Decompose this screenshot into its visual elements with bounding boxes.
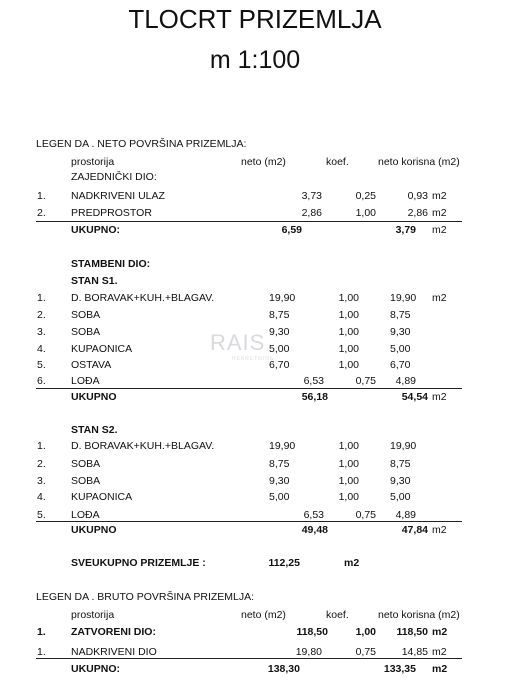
row-neto: 118,50	[296, 626, 328, 638]
row-korisna: 118,50	[396, 626, 428, 638]
row-neto: 9,30	[269, 326, 290, 338]
row-unit: m2	[432, 190, 447, 202]
row-unit: m2	[432, 626, 448, 638]
row-koef: 1,00	[338, 359, 359, 371]
row-unit: m2	[432, 207, 447, 219]
bruto-header-prostorija: prostorija	[71, 609, 115, 621]
row-koef: 1,00	[355, 207, 376, 219]
row-koef: 0,75	[355, 509, 376, 521]
row-name: KUPAONICA	[71, 343, 133, 355]
row-num: 3.	[37, 326, 46, 338]
total-neto: 56,18	[301, 391, 328, 403]
row-unit: m2	[432, 292, 447, 304]
bruto-header-koef: koef.	[326, 609, 349, 621]
row-num: 4.	[37, 343, 46, 355]
row-name: NADKRIVENI ULAZ	[71, 190, 165, 202]
total-neto: 49,48	[301, 524, 328, 536]
divider	[36, 221, 462, 222]
row-num: 3.	[37, 475, 46, 487]
row-name: OSTAVA	[71, 359, 112, 371]
neto-legend-title: LEGEN DA . NETO POVRŠINA PRIZEMLJA:	[36, 138, 247, 150]
row-num: 1.	[37, 440, 46, 452]
neto-header-koef: koef.	[326, 156, 349, 168]
scale-label: m 1:100	[209, 46, 301, 74]
bruto-header-neto: neto (m2)	[241, 609, 286, 621]
row-num: 1.	[37, 646, 46, 658]
row-koef: 1,00	[338, 458, 359, 470]
row-name: D. BORAVAK+KUH.+BLAGAV.	[71, 292, 215, 304]
total-korisna: 133,35	[383, 663, 416, 675]
row-korisna: 19,90	[390, 440, 417, 452]
bruto-legend-title: LEGEN DA . BRUTO POVRŠINA PRIZEMLJA:	[36, 591, 255, 603]
page-title: TLOCRT PRIZEMLJA	[128, 4, 382, 34]
total-label: UKUPNO	[71, 391, 117, 403]
total-korisna: 3,79	[395, 224, 416, 236]
row-neto: 19,80	[295, 646, 322, 658]
total-unit: m2	[432, 663, 448, 675]
row-korisna: 9,30	[390, 475, 411, 487]
neto-header-neto: neto (m2)	[241, 156, 286, 168]
total-korisna: 54,54	[401, 391, 428, 403]
row-name: PREDPROSTOR	[71, 207, 152, 219]
row-neto: 8,75	[269, 458, 290, 470]
row-neto: 6,53	[303, 375, 324, 387]
row-korisna: 19,90	[390, 292, 417, 304]
total-unit: m2	[432, 391, 447, 403]
row-num: 2.	[37, 207, 46, 219]
row-korisna: 2,86	[407, 207, 428, 219]
row-koef: 0,75	[355, 375, 376, 387]
row-koef: 1,00	[338, 440, 359, 452]
row-korisna: 0,93	[407, 190, 428, 202]
row-korisna: 8,75	[390, 309, 411, 321]
row-neto: 3,73	[301, 190, 322, 202]
row-koef: 1,00	[338, 292, 359, 304]
row-num: 1.	[37, 292, 46, 304]
row-korisna: 4,89	[395, 375, 416, 387]
row-num: 5.	[37, 359, 46, 371]
row-name: SOBA	[71, 326, 101, 338]
watermark-logo: RAIS	[210, 330, 266, 355]
total-unit: m2	[432, 224, 447, 236]
row-korisna: 4,89	[395, 509, 416, 521]
total-unit: m2	[432, 524, 447, 536]
row-koef: 0,25	[355, 190, 376, 202]
total-label: UKUPNO:	[71, 663, 120, 675]
row-korisna: 6,70	[390, 359, 411, 371]
stambeni-title: STAMBENI DIO:	[71, 258, 151, 270]
divider	[36, 521, 462, 522]
row-neto: 19,90	[269, 440, 296, 452]
row-name: D. BORAVAK+KUH.+BLAGAV.	[71, 440, 215, 452]
bruto-header-korisna: neto korisna (m2)	[378, 609, 460, 621]
row-num: 6.	[37, 375, 46, 387]
total-korisna: 47,84	[401, 524, 428, 536]
sveukupno-unit: m2	[344, 557, 360, 569]
row-name: KUPAONICA	[71, 491, 133, 503]
neto-header-korisna: neto korisna (m2)	[378, 156, 460, 168]
row-name: SOBA	[71, 458, 101, 470]
row-neto: 9,30	[269, 475, 290, 487]
row-neto: 6,53	[303, 509, 324, 521]
row-neto: 8,75	[269, 309, 290, 321]
total-label: UKUPNO	[71, 524, 117, 536]
neto-header-prostorija: prostorija	[71, 156, 115, 168]
sveukupno-label: SVEUKUPNO PRIZEMLJE :	[71, 557, 206, 569]
row-korisna: 5,00	[390, 491, 411, 503]
row-name: NADKRIVENI DIO	[71, 646, 157, 658]
stan2-title: STAN S2.	[71, 424, 118, 436]
row-name: SOBA	[71, 475, 101, 487]
row-num: 1.	[37, 626, 46, 638]
row-korisna: 5,00	[390, 343, 411, 355]
row-neto: 5,00	[269, 491, 290, 503]
total-neto: 6,59	[281, 224, 302, 236]
row-koef: 1,00	[338, 326, 359, 338]
watermark-sub: NEKRETNINE	[232, 356, 275, 362]
sveukupno-value: 112,25	[268, 557, 300, 569]
row-neto: 19,90	[269, 292, 296, 304]
zajednicki-title: ZAJEDNIČKI DIO:	[71, 171, 157, 183]
row-koef: 1,00	[338, 491, 359, 503]
total-neto: 138,30	[267, 663, 300, 675]
row-num: 1.	[37, 190, 46, 202]
row-name: SOBA	[71, 309, 101, 321]
row-korisna: 9,30	[390, 326, 411, 338]
row-koef: 1,00	[338, 475, 359, 487]
row-num: 5.	[37, 509, 46, 521]
row-name: LOĐA	[71, 375, 100, 387]
row-num: 4.	[37, 491, 46, 503]
row-korisna: 8,75	[390, 458, 411, 470]
divider	[36, 658, 462, 659]
row-name: LOĐA	[71, 509, 100, 521]
row-neto: 6,70	[269, 359, 290, 371]
divider	[36, 388, 462, 389]
stan1-title: STAN S1.	[71, 275, 118, 287]
row-num: 2.	[37, 458, 46, 470]
row-neto: 5,00	[269, 343, 290, 355]
row-koef: 1,00	[338, 343, 359, 355]
row-koef: 1,00	[355, 626, 376, 638]
row-koef: 0,75	[355, 646, 376, 658]
row-name: ZATVORENI DIO:	[71, 626, 156, 638]
row-num: 2.	[37, 309, 46, 321]
row-korisna: 14,85	[401, 646, 428, 658]
total-label: UKUPNO:	[71, 224, 120, 236]
row-neto: 2,86	[301, 207, 322, 219]
row-koef: 1,00	[338, 309, 359, 321]
row-unit: m2	[432, 646, 447, 658]
